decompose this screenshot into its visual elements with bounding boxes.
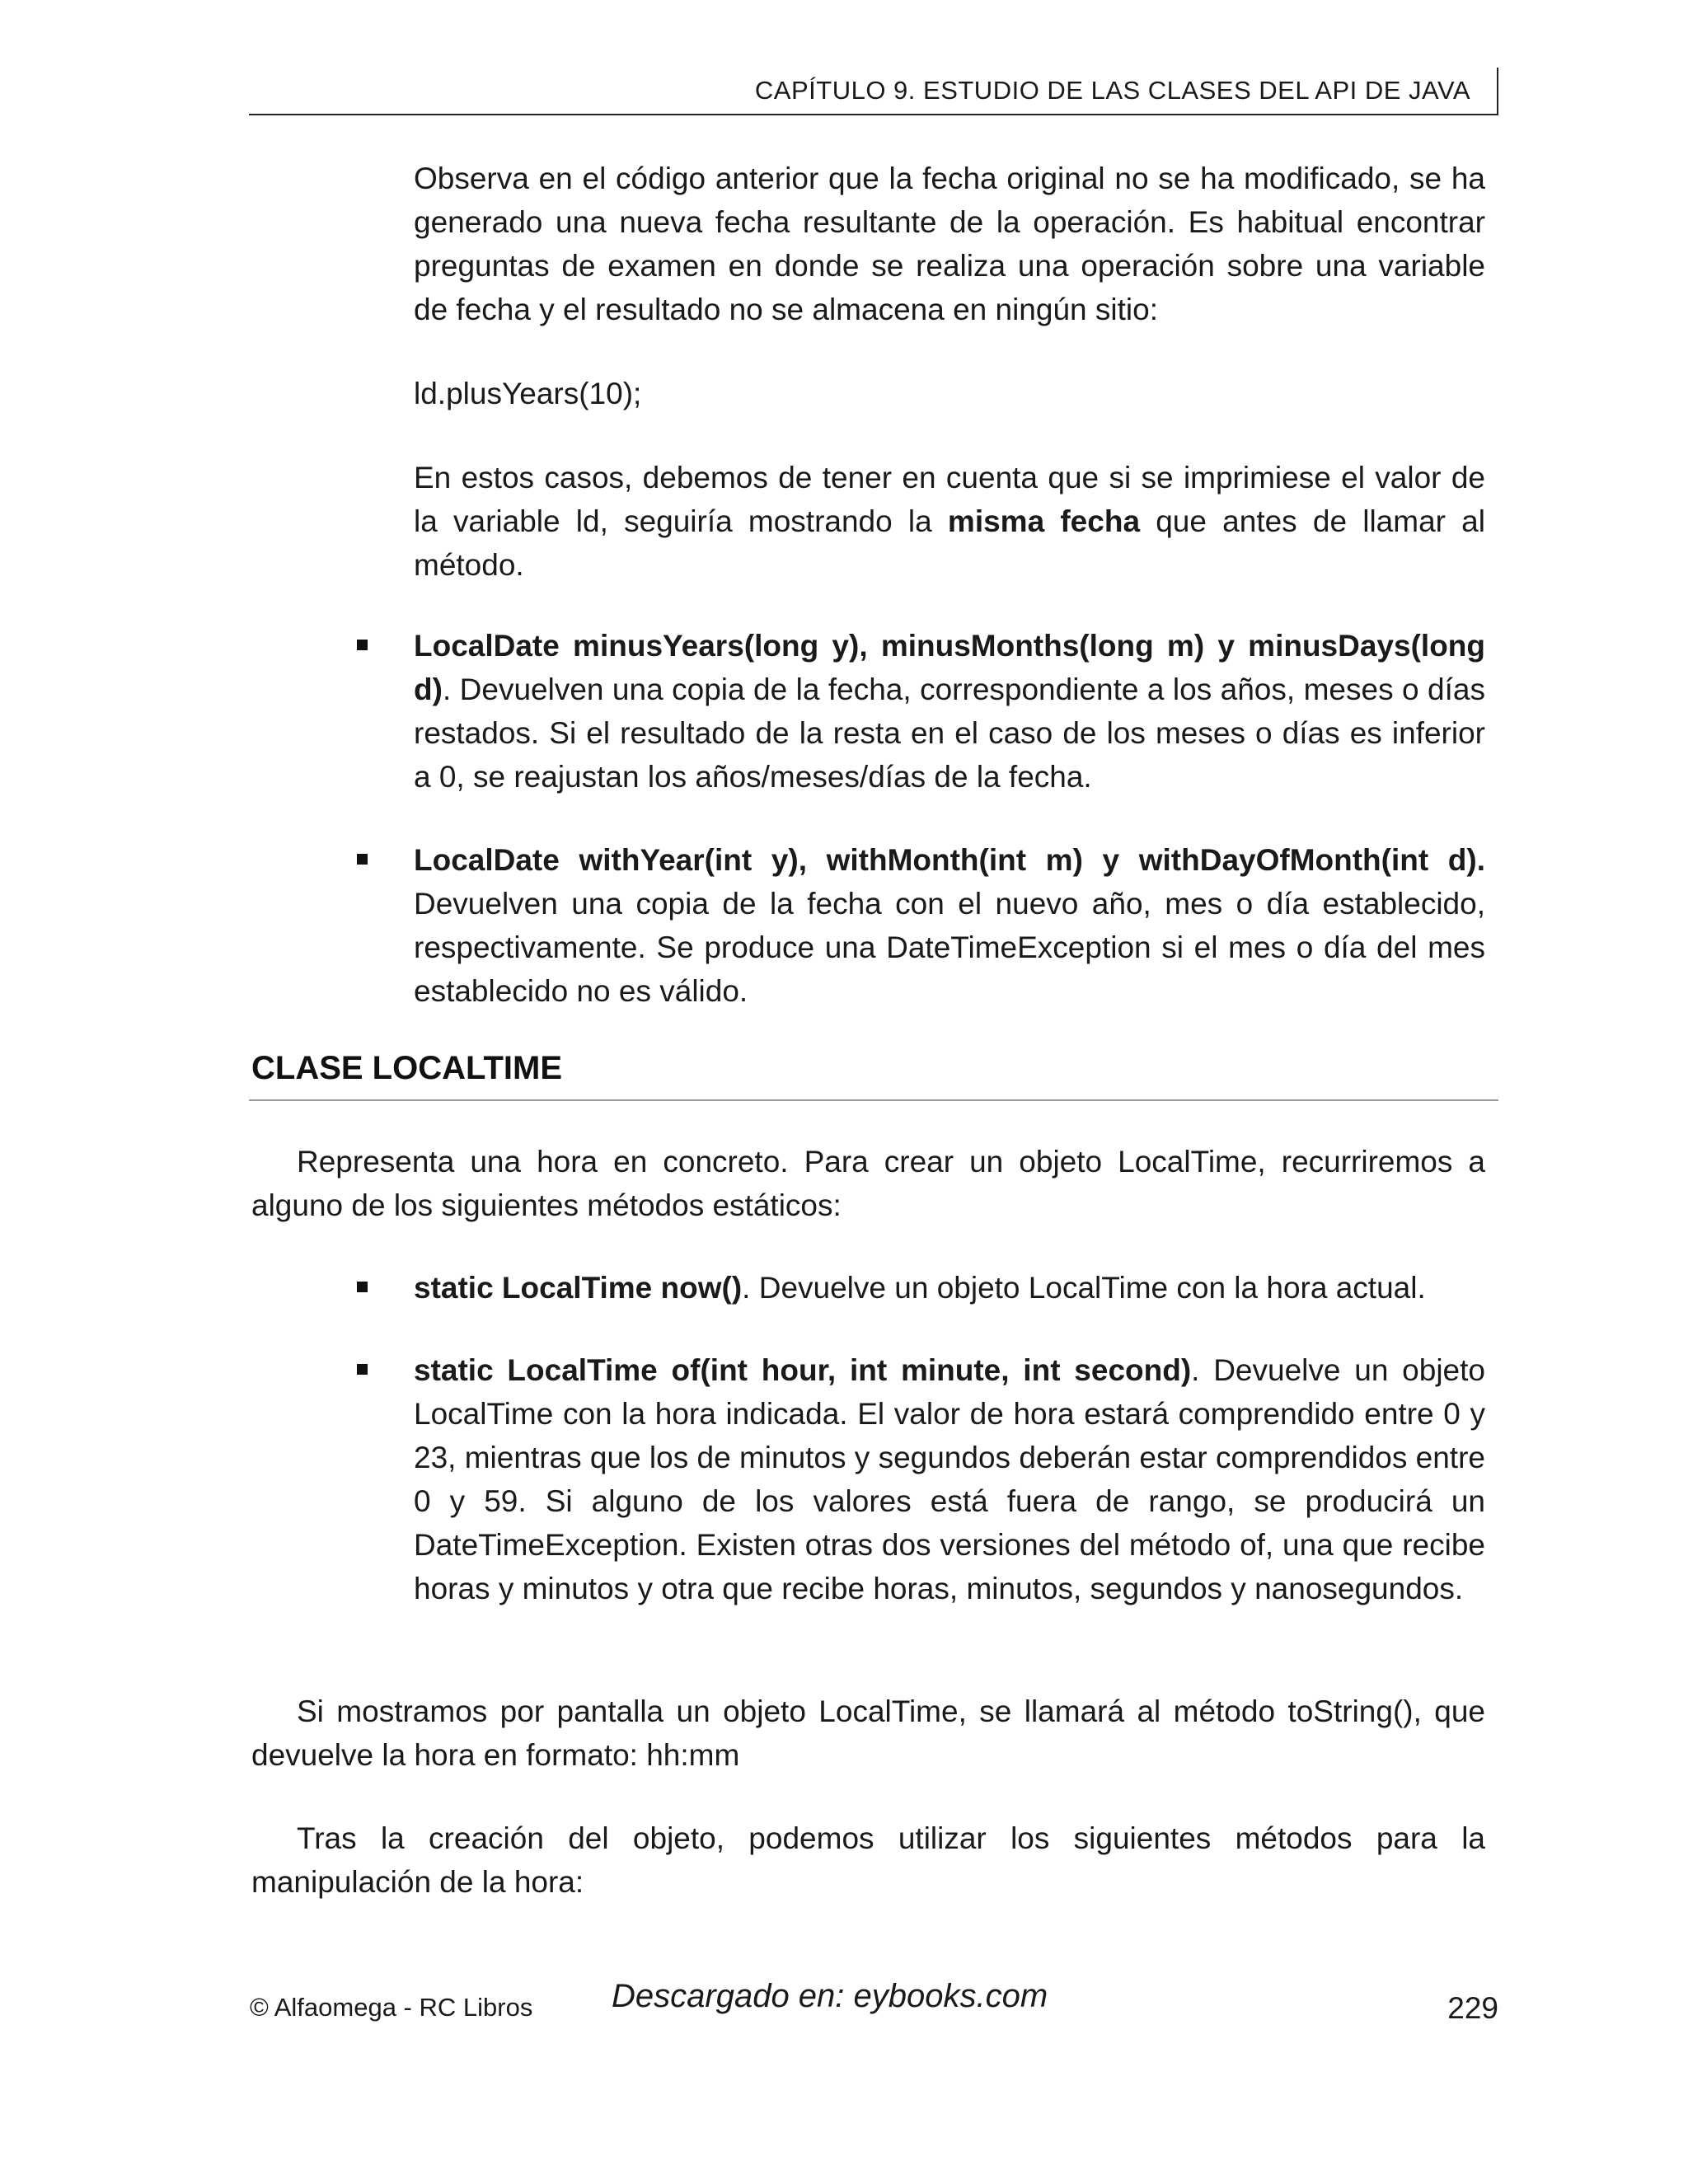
bullet-marker [357,1364,368,1375]
footer-watermark: Descargado en: eybooks.com [612,1978,1048,2014]
paragraph-localtime-intro: Representa una hora en concreto. Para crear un objeto LocalTime, recurriremos a alguno de los siguientes métodos estáticos: [251,1145,1485,1222]
page-number: 229 [1447,1991,1498,2025]
emphasis-misma-fecha: misma fecha [947,504,1141,538]
section-heading: CLASE LOCALTIME [251,1050,563,1086]
paragraph-manipulation: Tras la creación del objeto, podemos utilizar los siguientes métodos para la manipulación de la hora: [251,1821,1485,1899]
footer-publisher: © Alfaomega - RC Libros [250,1993,533,2022]
list-item-with-methods: LocalDate withYear(int y), withMonth(int m) y withDayOfMonth(int d). Devuelven una copia de la fecha con el nuevo año, mes o día establecido, respectivamente. Se produce una DateTimeException si el mes o día del mes establecido no es válido. [414,843,1485,1008]
section-divider [249,1099,1498,1101]
chapter-title: CAPÍTULO 9. ESTUDIO DE LAS CLASES DEL API DE JAVA [754,76,1470,105]
bullet-marker [357,1282,368,1292]
list-item-minus-methods: LocalDate minusYears(long y), minusMonths(long m) y minusDays(long d). Devuelven una copia de la fecha, correspondiente a los años, meses o días restados. Si el resultado de la resta en el caso de los meses o días es inferior a 0, se reajustan los años/meses/días de la fecha. [414,629,1485,794]
list-item-of: static LocalTime of(int hour, int minute, int second). Devuelve un objeto LocalTime con la hora indicada. El valor de hora estará comprendido entre 0 y 23, mientras que los de minutos y segundos deberán estar comprendidos entre 0 y 59. Si alguno de los valores está fuera de rango, se producirá un DateTimeException. Existen otras dos versiones del método of, una que recibe horas y minutos y otra que recibe horas, minutos, segundos y nanosegundos. [414,1353,1485,1605]
paragraph-tostring: Si mostramos por pantalla un objeto LocalTime, se llamará al método toString(), que devuelve la hora en formato: hh:mm [251,1694,1485,1772]
bullet-marker [357,854,368,865]
header-rule-vertical [1497,68,1498,114]
code-line: ld.plusYears(10); [414,377,642,410]
paragraph-same-date: En estos casos, debemos de tener en cuenta que si se imprimiese el valor de la variable ld, seguiría mostrando la misma fecha que antes de llamar al método. [414,461,1485,582]
running-header [249,64,1498,115]
list-item-now: static LocalTime now(). Devuelve un objeto LocalTime con la hora actual. [414,1271,1426,1305]
bullet-marker [357,640,368,650]
paragraph-original-date: Observa en el código anterior que la fecha original no se ha modificado, se ha generado una nueva fecha resultante de la operación. Es habitual encontrar preguntas de examen en donde se realiza una operación sobre una variable de fecha y el resultado no se almacena en ningún sitio: [414,162,1485,326]
